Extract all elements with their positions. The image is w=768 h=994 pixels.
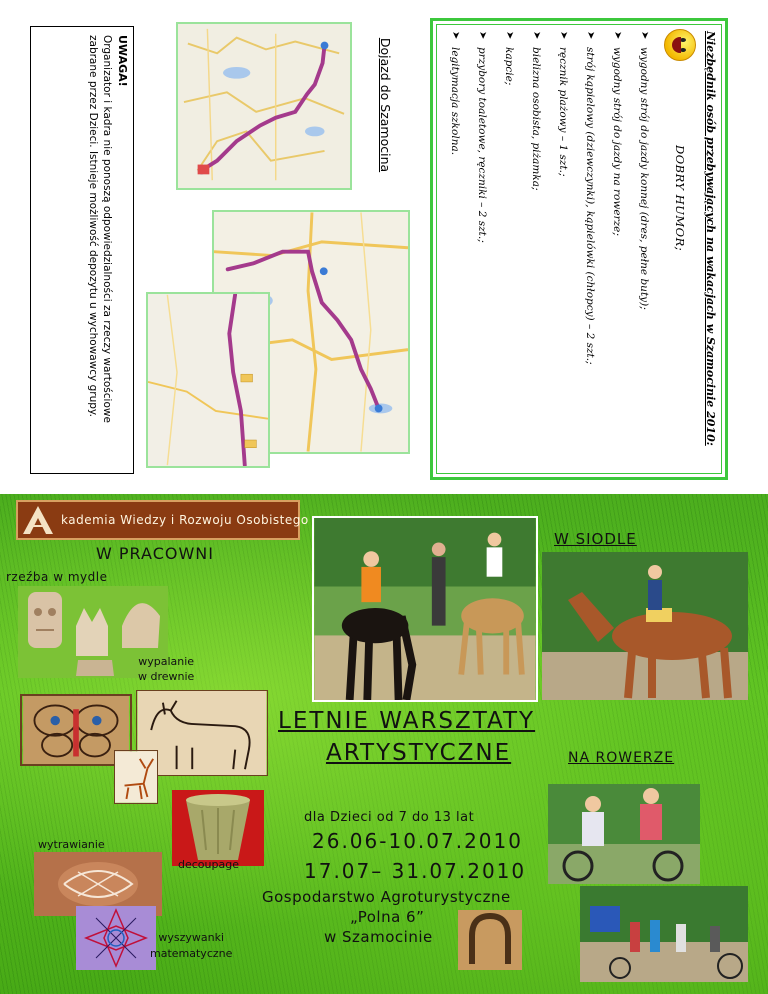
packing-list [437, 23, 723, 473]
list-item-text: wygodny strój do jazdy na rowerze; [611, 47, 624, 236]
glass-etching-label-line1: wytrawianie [38, 838, 105, 851]
list-item [523, 31, 550, 465]
arrow-bullet-icon: ➤ [639, 31, 650, 40]
packing-list-inner-frame [436, 24, 722, 474]
workshop-poster [0, 494, 768, 994]
list-item-text: ręcznik plażowy – 1 szt.; [557, 47, 570, 177]
math-embroidery-photo [76, 906, 156, 970]
list-item [442, 31, 469, 465]
packing-items [442, 23, 658, 473]
arrow-bullet-icon: ➤ [450, 31, 461, 40]
notice-box [30, 26, 134, 474]
horseshoe-photo [458, 910, 522, 970]
wood-burning-label-line1: wypalanie [138, 655, 195, 668]
arrow-bullet-icon: ➤ [558, 31, 569, 40]
horse-riding-heading: W SIODLE [554, 530, 637, 548]
packing-list-heading: Niezbędnik osób przebywających na wakacjach w Szamocinie 2010: [704, 31, 717, 446]
poster-title-line1: LETNIE WARSZTATY [278, 708, 536, 734]
packing-list-frame [430, 18, 728, 480]
directions-heading-box [372, 30, 398, 180]
wood-burning-photo-deer [114, 750, 158, 804]
math-embroidery-label [150, 930, 232, 962]
list-item-text: strój kąpielowy (dziewczynki), kąpielówki (chłopcy) – 2 szt.; [584, 47, 597, 365]
horse-riding-photo-single [542, 552, 748, 700]
list-item-text: przybory toaletowe, ręczniki – 2 szt.; [476, 47, 489, 243]
cycling-photo-group [580, 886, 748, 982]
list-item [496, 31, 523, 465]
session-date-1: 26.06-10.07.2010 [312, 829, 523, 853]
age-range-text: dla Dzieci od 7 do 13 lat [304, 810, 475, 825]
arrow-bullet-icon: ➤ [531, 31, 542, 40]
list-item-text: legitymacja szkolna. [449, 47, 462, 156]
horse-riding-photo-group [312, 516, 538, 702]
wood-burning-label [138, 654, 194, 684]
arrow-bullet-icon: ➤ [612, 31, 623, 40]
venue-line-3: w Szamocinie [324, 928, 433, 946]
decoupage-label: decoupage [178, 858, 239, 871]
decoupage-cup-photo [172, 790, 264, 866]
list-item [469, 31, 496, 465]
humor-row [660, 23, 700, 473]
route-map-detail [146, 292, 270, 468]
venue-line-1: Gospodarstwo Agroturystyczne [262, 888, 511, 906]
list-item-text: wygodny strój do jazdy konnej (dres, pełne buty); [638, 47, 651, 310]
notice-text: Organizator i kadra nie ponoszą odpowiedzialności za rzeczy wartościowe zabrane przez Dzieci. Istnieje możliwość depozytu u wychowawcy grupy. [87, 35, 113, 423]
wood-burning-label-line2: w drewnie [138, 670, 195, 683]
list-item-text: kapcie; [503, 47, 516, 86]
list-item [550, 31, 577, 465]
directions-title: Dojazd do Szamocina [378, 37, 393, 173]
workshop-heading: W PRACOWNI [96, 544, 214, 563]
arrow-bullet-icon: ➤ [477, 31, 488, 40]
academy-logo [21, 504, 55, 536]
math-embroidery-label-line2: matematyczne [150, 947, 233, 960]
route-map-regional [176, 22, 352, 190]
list-item [577, 31, 604, 465]
notice-content [31, 27, 135, 475]
cycling-photo-girls [548, 784, 700, 884]
venue-line-2: „Polna 6” [350, 908, 425, 926]
session-date-2: 17.07– 31.07.2010 [304, 859, 527, 883]
arrow-bullet-icon: ➤ [585, 31, 596, 40]
regional-map-graphic [178, 24, 350, 188]
detail-map-graphic [148, 294, 268, 466]
list-item [604, 31, 631, 465]
poster-title-line2: ARTYSTYCZNE [326, 740, 512, 766]
soap-carving-label: rzeźba w mydle [6, 570, 108, 584]
list-item [631, 31, 658, 465]
notice-title: UWAGA! [116, 35, 129, 87]
smiley-icon [664, 29, 696, 61]
math-embroidery-label-line1: wyszywanki [158, 931, 225, 944]
cycling-heading: NA ROWERZE [568, 750, 675, 766]
humor-text: DOBRY HUMOR; [673, 145, 687, 252]
arrow-bullet-icon: ➤ [504, 31, 515, 40]
list-item-text: bielizna osobista, piżamka; [530, 47, 543, 191]
academy-banner [16, 500, 309, 540]
academy-name: kademia Wiedzy i Rozwoju Osobistego [61, 513, 309, 527]
